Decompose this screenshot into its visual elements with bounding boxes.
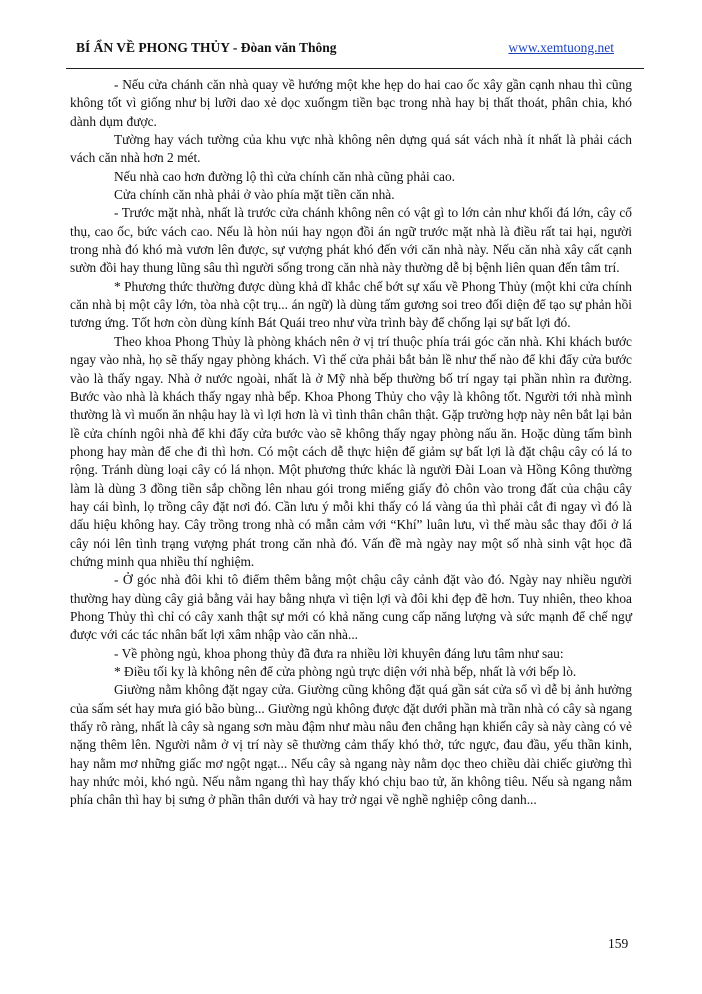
paragraph: Tường hay vách tường của khu vực nhà không nên dựng quá sát vách nhà ít nhất là phải cách vách căn nhà hơn 2 mét. xyxy=(70,132,632,166)
header-title: BÍ ẨN VỀ PHONG THỦY - Đòan văn Thông xyxy=(76,40,337,55)
paragraph: - Trước mặt nhà, nhất là trước cửa chánh không nên có vật gì to lớn cản như khối đá lớn, cây cổ thụ, cao ốc, bức vách cao. Nếu là hòn núi hay ngọn đồi án ngữ trước mặt nhà là điều rất tai hại, người trong nhà đó khó mà vươn lên được, sự vượng phát khó đến với căn nhà này. Nếu căn nhà xây cất cạnh sườn đồi hay thung lũng sâu thì người sống trong căn nhà này thường dễ bị bệnh liên quan đến tâm trí. xyxy=(70,205,632,276)
header-site-link[interactable]: www.xemtuong.net xyxy=(508,40,614,55)
paragraph: Nếu nhà cao hơn đường lộ thì cửa chính căn nhà cũng phải cao. xyxy=(114,168,456,184)
paragraph: * Điều tối kỵ là không nên để cửa phòng ngủ trực diện với nhà bếp, nhất là với bếp lò. xyxy=(114,664,577,679)
paragraph: Giường nằm không đặt ngay cửa. Giường cũng không đặt quá gần sát cửa sổ vì dễ bị ảnh hưởng của sấm sét hay mưa gió bão bùng... Giường ngủ không được đặt dưới phần mà trần nhà có cây sà ngang thấy rõ ràng, nhất là cây sà ngang sơn màu đậm như màu nâu đen chẳng hạn khiến cây sà này càng có vẻ nặng thêm lên. Người nằm ở vị trí này sẽ thường cảm thấy khó thở, tức ngực, đau đầu, yếu thần kinh, hay nằm mơ những giấc mơ ngột ngạt... Nếu cây sà ngang này nằm dọc theo chiều dài chiếc giường thì hay nhức mỏi, khó ngủ. Nếu nằm ngang thì hay thấy khó chịu bao tử, ăn không tiêu. Nếu sà ngang nằm phía chân thì hay bị sưng ở phần thân dưới và hay trở ngại về nghề nghiệp công danh... xyxy=(70,682,632,808)
paragraph: Cửa chính căn nhà phải ở vào phía mặt tiền căn nhà. xyxy=(114,187,395,203)
page-number: 159 xyxy=(608,936,629,951)
paragraph: * Phương thức thường được dùng khả dĩ khắc chế bớt sự xấu về Phong Thủy (một khi cửa chính căn nhà bị một cây lớn, tòa nhà cột trụ... án ngữ) là dùng tấm gương soi treo đối diện để tạo sự phản hồi tương ứng. Tốt hơn còn dùng kính Bát Quái treo như vừa trình bày để chống lại sự bất lợi đó. xyxy=(70,278,632,331)
paragraph: Theo khoa Phong Thủy là phòng khách nên ở vị trí thuộc phía trái góc căn nhà. Khi khách bước ngay vào nhà, họ sẽ thấy ngay phòng khách. Vì thế cửa phải bắt bản lề như thế nào để khi đẩy cửa bước vào là thấy ngay. Nhà ở nước ngoài, nhất là ở Mỹ nhà bếp thường bố trí ngay tại phần nhìn ra đường. Bước vào nhà là khách thấy ngay nhà bếp. Khoa Phong Thủy cho vậy là không tốt. Người tới nhà mình thường là vì muốn ăn nhậu hay là vì lợi hơn là vì tình thân chân thật. Gặp trường hợp này nên bắt lại bản lề cửa chính ngôi nhà để khi đẩy cửa bước vào sẽ không thấy ngay phòng nấu ăn. Hoặc dùng tấm bình phong hay màn để che đi thì hơn. Có một cách dễ thực hiện để giảm sự bất lợi là đặt chậu cây có lá to rộng. Tránh dùng loại cây có lá nhọn. Một phương thức khác là người Đài Loan và Hồng Kông thường làm là dùng 3 đồng tiền sắp chồng lên nhau gói trong miếng giấy đỏ chôn vào trong đất của chậu cây hay cái bình, lọ trồng cây đặt nơi đó. Cần lưu ý mỗi khi thấy có lá vàng úa thì phải cắt đi ngay vì đó là dấu hiệu không hay. Cây trồng trong nhà có mẫn cảm với “Khí” luân lưu, vì thế màu sắc thay đổi ở lá cây nói lên tình trạng vượng phát trong căn nhà đó. Vấn đề mà ngày nay một số nhà sinh vật học đã chứng minh qua nhiều thí nghiệm. xyxy=(70,333,632,569)
paragraph: - Ở góc nhà đôi khi tô điểm thêm bằng một chậu cây cảnh đặt vào đó. Ngày nay nhiều người thường hay dùng cây giả bằng vải hay bằng nhựa vì tiện lợi và đôi khi đẹp đẽ hơn. Tuy nhiên, theo khoa Phong Thủy thì chỉ có cây xanh thật sự mới có khả năng cung cấp năng lượng và sức mạnh để chế ngự được với các tác nhân bất lợi xâm nhập vào căn nhà... xyxy=(70,572,632,643)
body-text xyxy=(70,76,632,810)
header-divider xyxy=(66,68,644,69)
page-header xyxy=(76,40,642,62)
paragraph: - Nếu cửa chánh căn nhà quay về hướng một khe hẹp do hai cao ốc xây gần cạnh nhau thì cũng không tốt vì giống như bị lưỡi dao xẻ dọc xuốngm tiền bạc trong nhà hay bị thất thoát, phân chia, khó dành dụm được. xyxy=(70,77,632,129)
paragraph: - Về phòng ngủ, khoa phong thủy đã đưa ra nhiều lời khuyên đáng lưu tâm như sau: xyxy=(114,645,564,661)
